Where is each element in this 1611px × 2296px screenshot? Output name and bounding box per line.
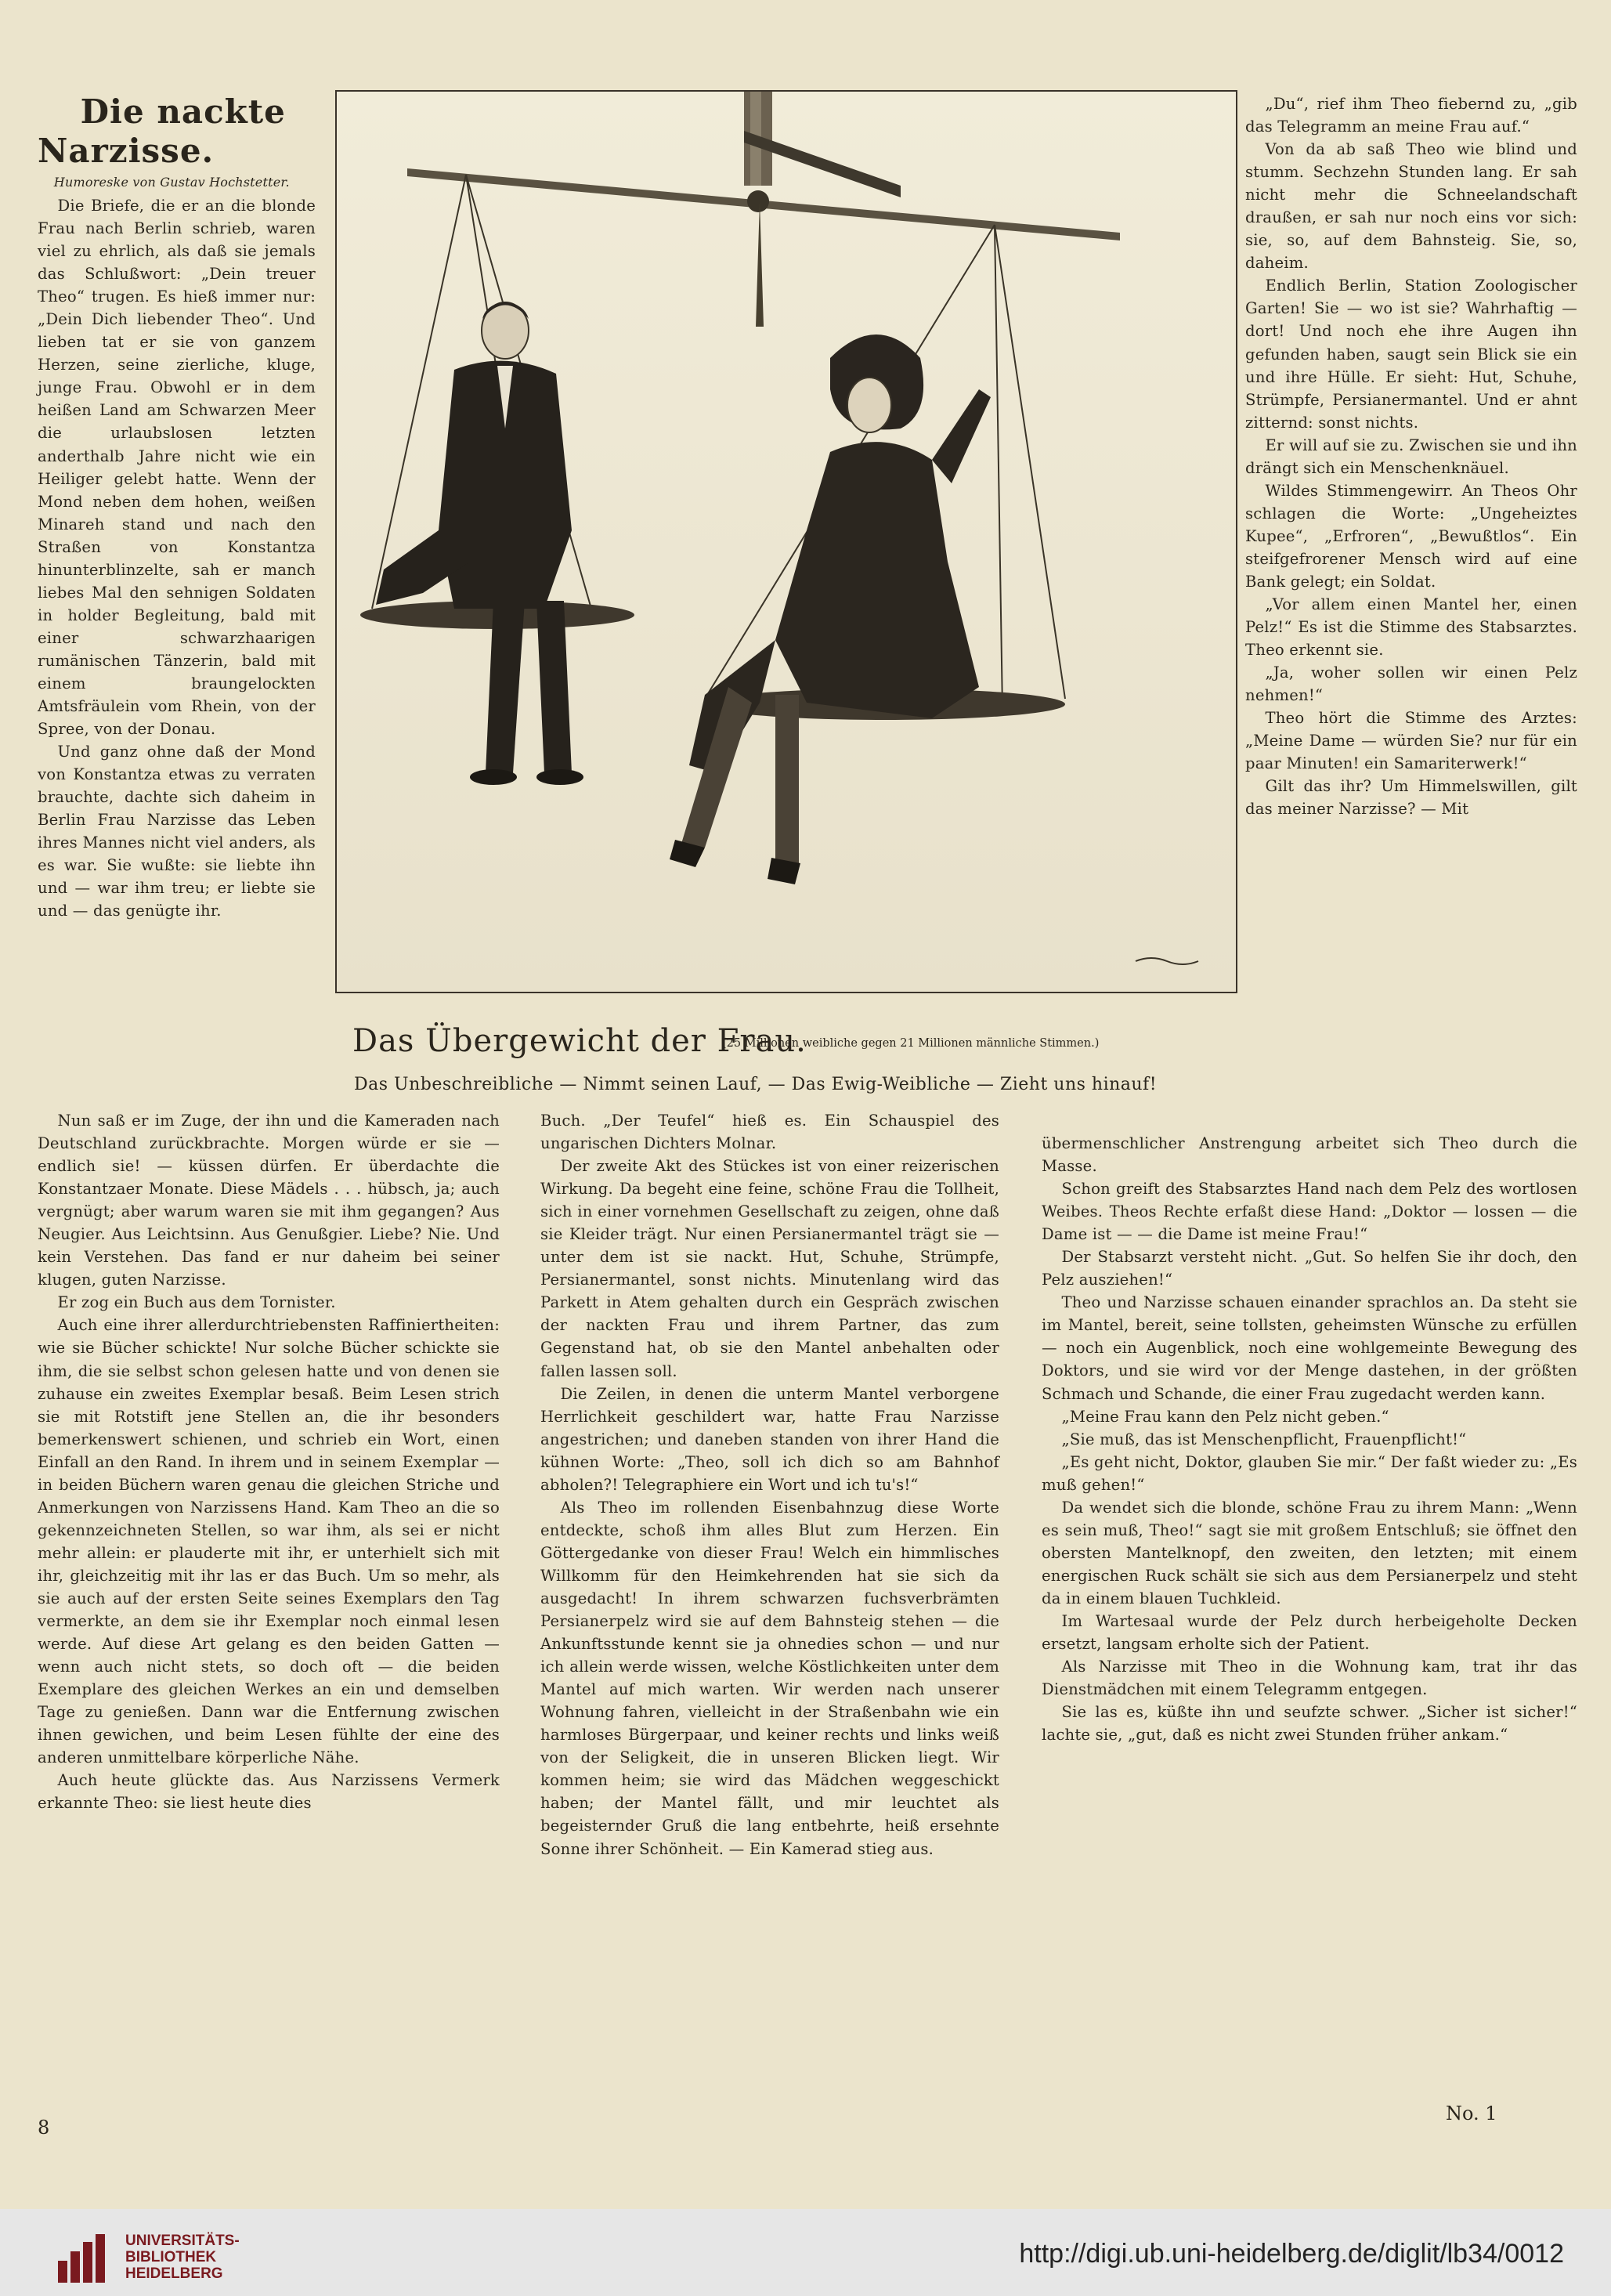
paragraph: Sie las es, küßte ihn und seufzte schwer. „Sicher ist sicher!“ lachte sie, „gut, daß es nicht zwei Stunden früher ankam.“ bbox=[1042, 1703, 1577, 1745]
paragraph: Theo und Narzisse schauen einander sprachlos an. Da steht sie im Mantel, bereit, seine tollsten, geheimsten Wünsche zu erfüllen — noch ein Augenblick, noch eine wohlgemeinte Bewegung des Doktors, und sie wird vor der Menge dastehen, in der größten Schmach und Schande, die einer Frau zugedacht werden kann. bbox=[1042, 1293, 1577, 1403]
paragraph: Als Narzisse mit Theo in die Wohnung kam, trat ihr das Dienstmädchen mit einem Telegramm entgegen. bbox=[1042, 1658, 1577, 1699]
paragraph: Der zweite Akt des Stückes ist von einer reizerischen Wirkung. Da begeht eine feine, schöne Frau die Tollheit, sich in einer vornehmen Gesellschaft zu zeigen, ohne daß sie Kleider trägt. Nur einen Persianermantel trägt sie — unter dem ist sie nackt. Hut, Schuhe, Strümpfe, Persianermantel, sonst nichts. Minutenlang wird das Parkett in Atem gehalten durch ein Gespräch zwischen der nackten Frau und ihrem Partner, das zum Gegenstand hat, ob sie den Mantel anbehalten oder fallen lassen soll. bbox=[540, 1157, 999, 1380]
paragraph: Der Stabsarzt versteht nicht. „Gut. So helfen Sie ihr doch, den Pelz ausziehen!“ bbox=[1042, 1248, 1577, 1289]
column-3-top bbox=[1245, 92, 1577, 821]
illustration-frame bbox=[335, 90, 1237, 993]
paragraph: „Ja, woher sollen wir einen Pelz nehmen!“ bbox=[1245, 663, 1577, 705]
paragraph: Endlich Berlin, Station Zoologischer Garten! Sie — wo ist sie? Wahrhaftig — dort! Und noch ehe ihre Augen ihn gefunden haben, saugt sein Blick sie ein und ihre Hülle. Er sieht: Hut, Schuhe, Strümpfe, Persianermantel. Und er ahnt zitternd: sonst nichts. bbox=[1245, 277, 1577, 432]
paragraph: Theo hört die Stimme des Arztes: „Meine Dame — würden Sie? nur für ein paar Minuten! ein Samariterwerk!“ bbox=[1245, 709, 1577, 773]
column-2 bbox=[540, 1109, 999, 1860]
paragraph: „Sie muß, das ist Menschenpflicht, Frauenpflicht!“ bbox=[1061, 1430, 1467, 1448]
paragraph: Die Zeilen, in denen die unterm Mantel verborgene Herrlichkeit geschildert war, hatte Frau Narzisse angestrichen; und daneben standen von ihrer Hand die kühnen Worte: „Theo, soll ich dich so am Bahnhof abholen?! Telegraphiere ein Wort und ich tu's!“ bbox=[540, 1384, 999, 1494]
paragraph: „Vor allem einen Mantel her, einen Pelz!“ Es ist die Stimme des Stabsarztes. Theo erkennt sie. bbox=[1245, 595, 1577, 660]
paragraph: Buch. „Der Teufel“ hieß es. Ein Schauspiel des ungarischen Dichters Molnar. bbox=[540, 1112, 999, 1153]
paragraph: Wildes Stimmengewirr. An Theos Ohr schlagen die Worte: „Ungeheiztes Kupee“, „Erfroren“, „Bewußtlos“. Ein steifgefrorener Mensch wird auf eine Bank gelegt; ein Soldat. bbox=[1245, 481, 1577, 591]
paragraph: Von da ab saß Theo wie blind und stumm. Sechzehn Stunden lang. Er sah nicht mehr die Schneelandschaft draußen, er sah nur noch eins vor sich: sie, so, auf dem Bahnsteig. Sie, so, daheim. bbox=[1245, 140, 1577, 273]
permalink-url[interactable]: http://digi.ub.uni-heidelberg.de/diglit/lb34/0012 bbox=[1019, 2239, 1564, 2269]
column-1-lower bbox=[38, 1109, 500, 1814]
paragraph: „Du“, rief ihm Theo fiebernd zu, „gib das Telegramm an meine Frau auf.“ bbox=[1245, 95, 1577, 136]
paragraph: Da wendet sich die blonde, schöne Frau zu ihrem Mann: „Wenn es sein muß, Theo!“ sagt sie mit großem Entschluß; sie öffnet den obersten Mantelknopf, den zweiten, den letzten; mit einem energischen Ruck schält sie sich aus dem Persianerpelz und steht da in einem blauen Tuchkleid. bbox=[1042, 1498, 1577, 1607]
paragraph: Er will auf sie zu. Zwischen sie und ihn drängt sich ein Menschenknäuel. bbox=[1245, 436, 1577, 477]
paragraph: Er zog ein Buch aus dem Tornister. bbox=[57, 1293, 336, 1312]
paragraph: „Es geht nicht, Doktor, glauben Sie mir.“ Der faßt wieder zu: „Es muß gehen!“ bbox=[1042, 1452, 1577, 1494]
paragraph: Als Theo im rollenden Eisenbahnzug diese Worte entdeckte, schoß ihm alles Blut zum Herzen. Ein Göttergedanke von dieser Frau! Welch ein himmlisches Willkomm für den Heimkehrenden hat sie sich da ausgedacht! In ihrem schwarzen fuchsverbrämten Persianerpelz wird sie auf dem Bahnsteig stehen — die Ankunftsstunde kennt sie ja ohnedies schon — und nur ich allein werde wissen, welche Köstlichkeiten unter dem Mantel auf mich warten. Wir werden nach unserer Wohnung fahren, vielleicht in der Straßenbahn wie ein harmloses Bürgerpaar, und keiner rechts und links weiß von der Seligkeit, die in unseren Blicken liegt. Wir kommen heim; sie wird das Mädchen weggeschickt haben; der Mantel fällt, und mir leuchtet als begeisternder Gruß die lang entbehrte, heiß ersehnte Sonne ihrer Schönheit. — Ein Kamerad stieg aus. bbox=[540, 1498, 999, 1858]
paragraph: Nun saß er im Zuge, der ihn und die Kameraden nach Deutschland zurückbrachte. Morgen würde er sie — endlich sie! — küssen dürfen. Er überdachte die Konstantzaer Monate. Diese Mädels . . . hübsch, ja; auch vergnügt; aber warum waren sie mit ihm gegangen? Aus Neugier. Aus Leichtsinn. Aus Genußgier. Liebe? Nie. Und kein Verstehen. Das fand er nur daheim bei seiner klugen, guten Narzisse. bbox=[38, 1112, 500, 1289]
paragraph: Schon greift des Stabsarztes Hand nach dem Pelz des wortlosen Weibes. Theos Rechte erfaßt diese Hand: „Doktor — lossen — die Dame ist — — die Dame ist meine Frau!“ bbox=[1042, 1180, 1577, 1244]
paragraph: Die Briefe, die er an die blonde Frau nach Berlin schrieb, waren viel zu ehrlich, als daß sie jemals das Schlußwort: „Dein treuer Theo“ trugen. Es hieß immer nur: „Dein Dich liebender Theo“. Und lieben tat er sie von ganzem Herzen, seine zierliche, kluge, junge Frau. Obwohl er in dem heißen Land am Schwarzen Meer die urlaubslosen letzten anderthalb Jahre nicht wie ein Heiliger gelebt hatte. Wenn der Mond neben dem hohen, weißen Minareh stand und nach den Straßen von Konstantza hinunterblinzelte, sah er manch liebes Mal den sehnigen Soldaten in holder Begleitung, bald mit einer schwarzhaarigen rumänischen Tänzerin, bald mit einem braungelockten Amtsfräulein vom Rhein, von der Spree, von der Donau. bbox=[38, 197, 316, 739]
page-number: 8 bbox=[38, 2117, 50, 2139]
paragraph: Und ganz ohne daß der Mond von Konstantza etwas zu verraten brauchte, dachte sich daheim in Berlin Frau Narzisse das Leben ihres Mannes nicht viel anders, als es war. Sie wußte: sie liebte ihn und — war ihm treu; er liebte sie und — das genügte ihr. bbox=[38, 743, 316, 920]
paragraph: Auch eine ihrer allerdurchtriebensten Raffiniertheiten: wie sie Bücher schickte! Nur solche Bücher schickte sie ihm, die sie selbst schon gelesen hatte und von denen sie zuhause ein zweites Exemplar besaß. Beim Lesen strich sie mit Rotstift jene Stellen an, die ihr besonders bemerkenswert schienen, und schrieb ein Wort, einen Einfall an den Rand. In ihrem und in seinem Exemplar — in beiden Büchern waren genau die gleichen Striche und Anmerkungen von Narzissens Hand. Kam Theo an die so gekennzeichneten Stellen, so war ihm, als sei er nicht mehr allein: er plauderte mit ihr, er unterhielt sich mit ihr, gleichzeitig mit ihr las er das Buch. Um so mehr, als sie auch auf der ersten Seite seines Exemplars den Tag vermerkte, an dem sie ihr Exemplar noch einmal lesen werde. Auf diese Art gelang es den beiden Gatten — wenn auch nicht stets, so doch oft — die beiden Exemplare des gleichen Werkes an ein und demselben Tage zu genießen. Dann war die Entfernung zwischen ihnen gewichen, und beim Lesen fühlte der eine des anderen unmittelbare körperliche Nähe. bbox=[38, 1316, 500, 1767]
illustration-caption-note: (25 Millionen weibliche gegen 21 Millionen männliche Stimmen.) bbox=[722, 1037, 1100, 1050]
illustration-caption-title: Das Übergewicht der Frau. bbox=[352, 1023, 807, 1059]
footer-bar bbox=[0, 2209, 1611, 2296]
illustration-caption-verse: Das Unbeschreibliche — Nimmt seinen Lauf, — Das Ewig-Weibliche — Zieht uns hinauf! bbox=[354, 1075, 1158, 1094]
article-title: Die nackte Narzisse. bbox=[38, 92, 286, 170]
paragraph: Auch heute glückte das. Aus Narzissens Vermerk erkannte Theo: sie liest heute dies bbox=[38, 1771, 500, 1813]
balance-scale-illustration bbox=[337, 92, 1236, 992]
issue-number: No. 1 bbox=[1446, 2103, 1497, 2124]
paragraph: Im Wartesaal wurde der Pelz durch herbeigeholte Decken ersetzt, langsam erholte sich der Patient. bbox=[1042, 1611, 1577, 1654]
university-library-logo-icon bbox=[55, 2231, 110, 2286]
paragraph: Gilt das ihr? Um Himmelswillen, gilt das meiner Narzisse? — Mit bbox=[1245, 777, 1577, 819]
article-byline: Humoreske von Gustav Hochstetter. bbox=[53, 175, 290, 190]
column-3-lower bbox=[1042, 1132, 1577, 1746]
paragraph: übermenschlicher Anstrengung arbeitet sich Theo durch die Masse. bbox=[1042, 1134, 1577, 1176]
column-1 bbox=[38, 92, 316, 923]
institution-name: UNIVERSITÄTS- BIBLIOTHEK HEIDELBERG bbox=[125, 2233, 240, 2282]
paragraph: „Meine Frau kann den Pelz nicht geben.“ bbox=[1061, 1407, 1389, 1426]
